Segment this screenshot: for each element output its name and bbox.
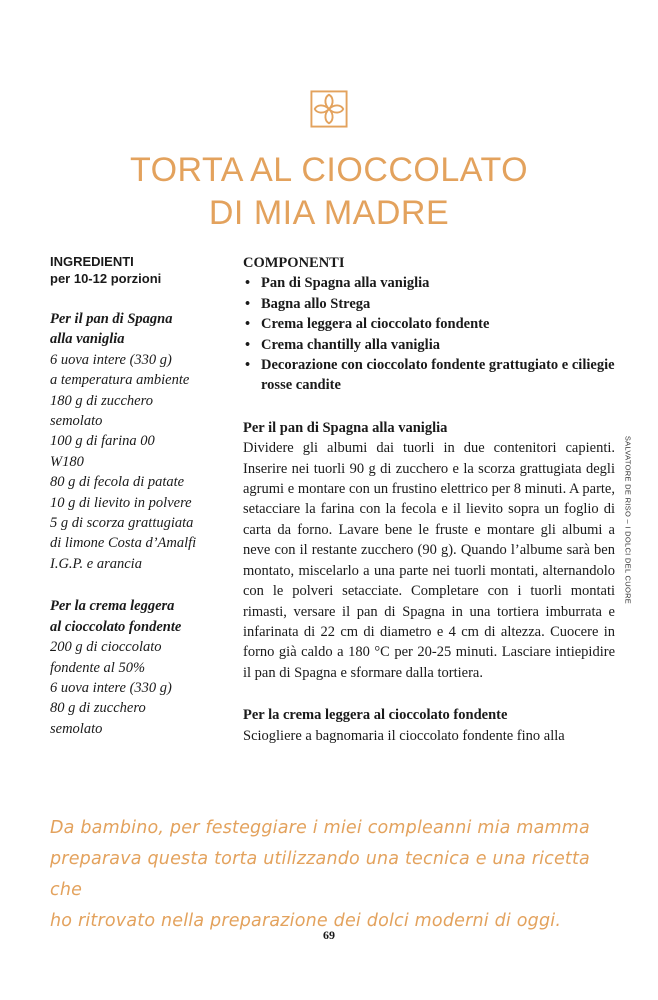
component-item: • Bagna allo Strega	[243, 294, 615, 314]
ingredient-section-title	[50, 309, 230, 350]
ingredients-servings: per 10-12 porzioni	[50, 271, 162, 286]
step-text: Dividere gli albumi dai tuorli in due contenitori capienti. Inserire nei tuorli 90 g di zucchero e la scorza grattugiata degli agrumi e montare con un frustino elettrico per 8 minuti. A parte, setacciare la farina con la fecola e il lievito sopra un foglio di carta da forno. Lavare bene le fruste e montare gli albumi a neve con il restante zucchero (90 g). Quando l’albume sarà ben montato, miscelarlo a una parte nei tuorli montati, alternandolo con le polveri setacciate. Completare con i tuorli montati rimasti, versare il pan di Spagna in una tortiera imburrata e infarinata di 22 cm di diametro e 4 cm di altezza. Cuocere in forno già caldo a 180 °C per 20-25 minuti. Lasciare intiepidire il pan di Spagna e sformare dalla tortiera.	[243, 440, 615, 681]
step-title: Per la crema leggera al cioccolato fondente	[243, 707, 508, 724]
ingredient-line: a temperatura ambiente	[50, 372, 190, 389]
ingredient-section-title-line: al cioccolato fondente	[50, 618, 182, 635]
ingredient-line: 200 g di cioccolato	[50, 639, 162, 656]
ingredient-line: di limone Costa d’Amalfi	[50, 535, 197, 552]
ingredient-line: fondente al 50%	[50, 659, 146, 676]
ingredient-section-title-line: Per la crema leggera	[50, 598, 175, 615]
ingredient-line: 6 uova intere (330 g)	[50, 351, 172, 368]
recipe-column	[243, 253, 615, 746]
ingredient-line: 100 g di farina 00	[50, 433, 155, 450]
ingredient-line: 5 g di scorza grattugiata	[50, 515, 194, 532]
ingredient-line: 80 g di fecola di patate	[50, 474, 185, 491]
pull-quote-line: ho ritrovato nella preparazione dei dolci moderni di oggi.	[50, 911, 562, 931]
components-list	[243, 273, 615, 395]
ingredients-heading: INGREDIENTI	[50, 254, 134, 269]
ingredient-line: I.G.P. e arancia	[50, 555, 142, 572]
ingredient-line: 6 uova intere (330 g)	[50, 679, 172, 696]
flower-ornament-icon	[310, 90, 348, 128]
ingredient-list	[50, 350, 230, 574]
ingredient-section-title-line: alla vaniglia	[50, 331, 125, 348]
ingredient-list	[50, 637, 230, 739]
component-item: • Decorazione con cioccolato fondente grattugiato e ciliegie rosse candite	[243, 355, 615, 396]
component-item: • Crema chantilly alla vaniglia	[243, 335, 615, 355]
ingredient-line: semolato	[50, 413, 103, 430]
ingredient-section-title-line: Per il pan di Spagna	[50, 311, 173, 327]
ingredient-line: semolato	[50, 720, 103, 737]
ingredient-line: 180 g di zucchero	[50, 392, 153, 409]
components-heading: COMPONENTI	[243, 255, 345, 271]
page-title: TORTA AL CIOCCOLATO	[129, 151, 529, 189]
pull-quote	[50, 813, 610, 937]
pull-quote-line: Da bambino, per festeggiare i miei compleanni mia mamma	[50, 818, 590, 838]
component-item: • Pan di Spagna alla vaniglia	[243, 273, 615, 293]
ingredients-column	[50, 253, 230, 739]
ingredient-section-title	[50, 596, 230, 637]
page-number: 69	[323, 928, 335, 942]
page-title-line2: DI MIA MADRE	[208, 194, 450, 232]
ingredient-line: 80 g di zucchero	[50, 700, 146, 717]
step-title: Per il pan di Spagna alla vaniglia	[243, 419, 448, 436]
step-text: Sciogliere a bagnomaria il cioccolato fondente fino alla	[243, 727, 565, 744]
pull-quote-line: preparava questa torta utilizzando una tecnica e una ricetta che	[50, 849, 590, 900]
running-header	[620, 430, 636, 610]
running-header-text: SALVATORE DE RISO – I DOLCI DEL CUORE	[623, 435, 633, 605]
ingredient-line: 10 g di lievito in polvere	[50, 494, 192, 511]
ingredient-line: W180	[50, 453, 84, 470]
component-item: • Crema leggera al cioccolato fondente	[243, 314, 615, 334]
